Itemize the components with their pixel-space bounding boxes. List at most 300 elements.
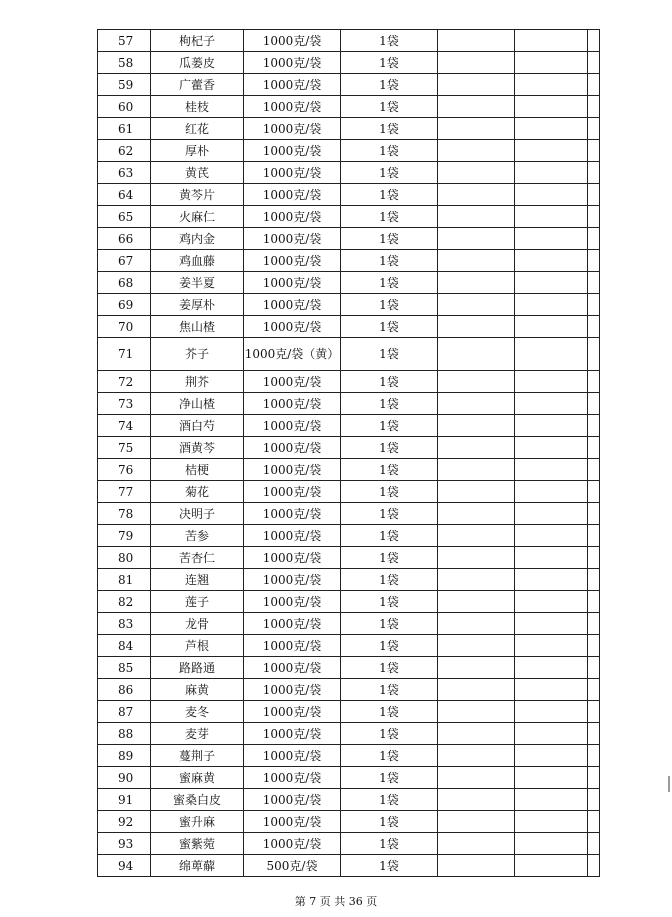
spec-cell: 1000克/袋 (244, 118, 341, 140)
blank-cell (515, 855, 588, 877)
quantity-cell: 1袋 (341, 272, 438, 294)
blank-cell (515, 415, 588, 437)
table-row (98, 767, 600, 789)
spec-cell: 1000克/袋 (244, 250, 341, 272)
spec-cell: 1000克/袋 (244, 525, 341, 547)
herb-name-cell: 酒白芍 (151, 415, 244, 437)
herb-name-cell: 鸡血藤 (151, 250, 244, 272)
quantity-cell: 1袋 (341, 294, 438, 316)
row-number-cell: 69 (98, 294, 151, 316)
blank-cell (588, 338, 600, 371)
quantity-cell: 1袋 (341, 811, 438, 833)
row-number-cell: 57 (98, 30, 151, 52)
herb-name-cell: 厚朴 (151, 140, 244, 162)
blank-cell (588, 437, 600, 459)
blank-cell (588, 316, 600, 338)
blank-cell (438, 745, 515, 767)
table-row (98, 162, 600, 184)
spec-cell: 1000克/袋 (244, 679, 341, 701)
herb-name-cell: 菊花 (151, 481, 244, 503)
blank-cell (438, 833, 515, 855)
herb-name-cell: 姜半夏 (151, 272, 244, 294)
herb-name-cell: 桔梗 (151, 459, 244, 481)
row-number-cell: 71 (98, 338, 151, 371)
blank-cell (438, 52, 515, 74)
herb-name-cell: 桂枝 (151, 96, 244, 118)
row-number-cell: 90 (98, 767, 151, 789)
table-row (98, 723, 600, 745)
blank-cell (588, 723, 600, 745)
blank-cell (438, 547, 515, 569)
blank-cell (515, 811, 588, 833)
table-row (98, 635, 600, 657)
table-row (98, 789, 600, 811)
blank-cell (588, 272, 600, 294)
blank-cell (515, 701, 588, 723)
spec-cell: 1000克/袋 (244, 437, 341, 459)
blank-cell (588, 789, 600, 811)
blank-cell (588, 745, 600, 767)
herb-name-cell: 路路通 (151, 657, 244, 679)
quantity-cell: 1袋 (341, 525, 438, 547)
table-row (98, 503, 600, 525)
herb-table-body (98, 30, 600, 877)
herb-name-cell: 绵萆薢 (151, 855, 244, 877)
spec-cell: 1000克/袋 (244, 569, 341, 591)
blank-cell (515, 547, 588, 569)
table-row (98, 30, 600, 52)
quantity-cell: 1袋 (341, 206, 438, 228)
blank-cell (588, 294, 600, 316)
table-row (98, 547, 600, 569)
herb-name-cell: 蔓荆子 (151, 745, 244, 767)
herb-name-cell: 姜厚朴 (151, 294, 244, 316)
blank-cell (438, 459, 515, 481)
scan-edge-mark (668, 776, 670, 792)
table-row (98, 679, 600, 701)
blank-cell (515, 459, 588, 481)
blank-cell (588, 30, 600, 52)
row-number-cell: 86 (98, 679, 151, 701)
table-row (98, 338, 600, 371)
blank-cell (515, 679, 588, 701)
blank-cell (438, 316, 515, 338)
spec-cell: 1000克/袋 (244, 459, 341, 481)
spec-cell: 1000克/袋 (244, 481, 341, 503)
blank-cell (515, 250, 588, 272)
row-number-cell: 68 (98, 272, 151, 294)
blank-cell (438, 74, 515, 96)
row-number-cell: 63 (98, 162, 151, 184)
row-number-cell: 65 (98, 206, 151, 228)
row-number-cell: 58 (98, 52, 151, 74)
herb-name-cell: 龙骨 (151, 613, 244, 635)
quantity-cell: 1袋 (341, 855, 438, 877)
blank-cell (515, 503, 588, 525)
blank-cell (588, 701, 600, 723)
table-row (98, 415, 600, 437)
table-row (98, 228, 600, 250)
spec-cell: 1000克/袋 (244, 228, 341, 250)
quantity-cell: 1袋 (341, 415, 438, 437)
blank-cell (588, 525, 600, 547)
row-number-cell: 76 (98, 459, 151, 481)
spec-cell: 1000克/袋 (244, 547, 341, 569)
herb-name-cell: 瓜蒌皮 (151, 52, 244, 74)
blank-cell (588, 415, 600, 437)
blank-cell (438, 569, 515, 591)
blank-cell (515, 184, 588, 206)
blank-cell (438, 338, 515, 371)
spec-cell: 1000克/袋 (244, 371, 341, 393)
spec-cell: 1000克/袋 (244, 74, 341, 96)
blank-cell (588, 855, 600, 877)
row-number-cell: 81 (98, 569, 151, 591)
spec-cell: 1000克/袋 (244, 723, 341, 745)
blank-cell (515, 525, 588, 547)
blank-cell (588, 459, 600, 481)
row-number-cell: 67 (98, 250, 151, 272)
spec-cell: 1000克/袋 (244, 833, 341, 855)
table-row (98, 96, 600, 118)
row-number-cell: 66 (98, 228, 151, 250)
spec-cell: 1000克/袋 (244, 657, 341, 679)
blank-cell (438, 789, 515, 811)
blank-cell (438, 503, 515, 525)
quantity-cell: 1袋 (341, 52, 438, 74)
table-row (98, 701, 600, 723)
blank-cell (438, 767, 515, 789)
row-number-cell: 64 (98, 184, 151, 206)
spec-cell: 1000克/袋 (244, 294, 341, 316)
table-row (98, 745, 600, 767)
row-number-cell: 84 (98, 635, 151, 657)
row-number-cell: 94 (98, 855, 151, 877)
blank-cell (515, 789, 588, 811)
row-number-cell: 79 (98, 525, 151, 547)
blank-cell (515, 371, 588, 393)
table-row (98, 525, 600, 547)
quantity-cell: 1袋 (341, 393, 438, 415)
blank-cell (438, 294, 515, 316)
blank-cell (588, 140, 600, 162)
quantity-cell: 1袋 (341, 30, 438, 52)
blank-cell (438, 206, 515, 228)
spec-cell: 1000克/袋 (244, 503, 341, 525)
herb-name-cell: 广藿香 (151, 74, 244, 96)
blank-cell (515, 294, 588, 316)
blank-cell (588, 250, 600, 272)
table-row (98, 52, 600, 74)
row-number-cell: 61 (98, 118, 151, 140)
table-row (98, 855, 600, 877)
table-row (98, 206, 600, 228)
quantity-cell: 1袋 (341, 745, 438, 767)
row-number-cell: 92 (98, 811, 151, 833)
blank-cell (438, 635, 515, 657)
quantity-cell: 1袋 (341, 316, 438, 338)
blank-cell (515, 140, 588, 162)
herb-name-cell: 芦根 (151, 635, 244, 657)
blank-cell (438, 701, 515, 723)
blank-cell (438, 30, 515, 52)
herb-name-cell: 净山楂 (151, 393, 244, 415)
row-number-cell: 72 (98, 371, 151, 393)
herb-name-cell: 芥子 (151, 338, 244, 371)
spec-cell: 1000克/袋 (244, 745, 341, 767)
blank-cell (515, 723, 588, 745)
quantity-cell: 1袋 (341, 437, 438, 459)
quantity-cell: 1袋 (341, 228, 438, 250)
blank-cell (438, 272, 515, 294)
table-row (98, 657, 600, 679)
blank-cell (515, 657, 588, 679)
table-row (98, 393, 600, 415)
spec-cell: 1000克/袋 (244, 162, 341, 184)
page-number: 第 7 页 共 36 页 (294, 895, 378, 908)
herb-name-cell: 蜜升麻 (151, 811, 244, 833)
spec-cell: 1000克/袋 (244, 206, 341, 228)
quantity-cell: 1袋 (341, 767, 438, 789)
herb-name-cell: 酒黄芩 (151, 437, 244, 459)
blank-cell (438, 657, 515, 679)
herb-name-cell: 火麻仁 (151, 206, 244, 228)
blank-cell (515, 745, 588, 767)
blank-cell (588, 591, 600, 613)
blank-cell (438, 525, 515, 547)
blank-cell (515, 481, 588, 503)
herb-name-cell: 焦山楂 (151, 316, 244, 338)
spec-cell: 1000克/袋 (244, 30, 341, 52)
blank-cell (438, 723, 515, 745)
spec-cell: 1000克/袋 (244, 591, 341, 613)
table-row (98, 459, 600, 481)
row-number-cell: 78 (98, 503, 151, 525)
quantity-cell: 1袋 (341, 657, 438, 679)
row-number-cell: 73 (98, 393, 151, 415)
herb-name-cell: 鸡内金 (151, 228, 244, 250)
table-row (98, 437, 600, 459)
spec-cell: 1000克/袋 (244, 316, 341, 338)
quantity-cell: 1袋 (341, 723, 438, 745)
row-number-cell: 88 (98, 723, 151, 745)
blank-cell (515, 393, 588, 415)
blank-cell (438, 679, 515, 701)
blank-cell (588, 767, 600, 789)
spec-cell: 1000克/袋 (244, 52, 341, 74)
table-row (98, 591, 600, 613)
herb-name-cell: 苦参 (151, 525, 244, 547)
blank-cell (438, 613, 515, 635)
blank-cell (588, 679, 600, 701)
blank-cell (438, 393, 515, 415)
blank-cell (588, 228, 600, 250)
table-row (98, 272, 600, 294)
blank-cell (588, 503, 600, 525)
blank-cell (515, 767, 588, 789)
spec-cell: 1000克/袋 (244, 811, 341, 833)
table-row (98, 833, 600, 855)
blank-cell (438, 437, 515, 459)
blank-cell (515, 96, 588, 118)
herb-name-cell: 红花 (151, 118, 244, 140)
blank-cell (515, 635, 588, 657)
herb-name-cell: 荆芥 (151, 371, 244, 393)
herb-table (97, 29, 600, 877)
blank-cell (515, 338, 588, 371)
row-number-cell: 82 (98, 591, 151, 613)
blank-cell (438, 811, 515, 833)
blank-cell (588, 657, 600, 679)
quantity-cell: 1袋 (341, 701, 438, 723)
blank-cell (515, 228, 588, 250)
herb-name-cell: 决明子 (151, 503, 244, 525)
blank-cell (515, 30, 588, 52)
blank-cell (515, 316, 588, 338)
quantity-cell: 1袋 (341, 162, 438, 184)
quantity-cell: 1袋 (341, 635, 438, 657)
herb-name-cell: 蜜紫菀 (151, 833, 244, 855)
quantity-cell: 1袋 (341, 96, 438, 118)
blank-cell (515, 74, 588, 96)
quantity-cell: 1袋 (341, 118, 438, 140)
row-number-cell: 93 (98, 833, 151, 855)
blank-cell (515, 613, 588, 635)
herb-name-cell: 黄芩片 (151, 184, 244, 206)
table-row (98, 316, 600, 338)
quantity-cell: 1袋 (341, 459, 438, 481)
quantity-cell: 1袋 (341, 371, 438, 393)
spec-cell: 1000克/袋 (244, 184, 341, 206)
quantity-cell: 1袋 (341, 547, 438, 569)
blank-cell (515, 118, 588, 140)
spec-cell: 1000克/袋 (244, 789, 341, 811)
blank-cell (588, 52, 600, 74)
quantity-cell: 1袋 (341, 250, 438, 272)
herb-name-cell: 苦杏仁 (151, 547, 244, 569)
row-number-cell: 77 (98, 481, 151, 503)
quantity-cell: 1袋 (341, 613, 438, 635)
blank-cell (588, 569, 600, 591)
herb-name-cell: 莲子 (151, 591, 244, 613)
herb-name-cell: 麻黄 (151, 679, 244, 701)
row-number-cell: 62 (98, 140, 151, 162)
row-number-cell: 70 (98, 316, 151, 338)
quantity-cell: 1袋 (341, 140, 438, 162)
row-number-cell: 60 (98, 96, 151, 118)
spec-cell: 1000克/袋 (244, 96, 341, 118)
blank-cell (588, 118, 600, 140)
table-row (98, 569, 600, 591)
table-row (98, 250, 600, 272)
spec-cell: 1000克/袋 (244, 140, 341, 162)
blank-cell (515, 591, 588, 613)
blank-cell (588, 481, 600, 503)
blank-cell (438, 481, 515, 503)
herb-name-cell: 黄芪 (151, 162, 244, 184)
blank-cell (438, 250, 515, 272)
blank-cell (588, 393, 600, 415)
herb-name-cell: 枸杞子 (151, 30, 244, 52)
herb-name-cell: 蜜桑白皮 (151, 789, 244, 811)
table-row (98, 294, 600, 316)
blank-cell (588, 833, 600, 855)
blank-cell (438, 591, 515, 613)
table-row (98, 371, 600, 393)
quantity-cell: 1袋 (341, 184, 438, 206)
blank-cell (438, 140, 515, 162)
spec-cell: 1000克/袋 (244, 272, 341, 294)
table-row (98, 613, 600, 635)
spec-cell: 1000克/袋 (244, 393, 341, 415)
quantity-cell: 1袋 (341, 789, 438, 811)
blank-cell (588, 206, 600, 228)
row-number-cell: 75 (98, 437, 151, 459)
blank-cell (438, 184, 515, 206)
table-row (98, 481, 600, 503)
quantity-cell: 1袋 (341, 481, 438, 503)
herb-name-cell: 蜜麻黄 (151, 767, 244, 789)
blank-cell (515, 437, 588, 459)
table-row (98, 811, 600, 833)
table-row (98, 118, 600, 140)
spec-cell: 1000克/袋（黄） (244, 338, 341, 371)
blank-cell (588, 371, 600, 393)
spec-cell: 500克/袋 (244, 855, 341, 877)
quantity-cell: 1袋 (341, 591, 438, 613)
blank-cell (515, 52, 588, 74)
quantity-cell: 1袋 (341, 503, 438, 525)
table-row (98, 74, 600, 96)
blank-cell (588, 162, 600, 184)
row-number-cell: 83 (98, 613, 151, 635)
quantity-cell: 1袋 (341, 679, 438, 701)
blank-cell (438, 118, 515, 140)
herb-name-cell: 麦芽 (151, 723, 244, 745)
blank-cell (588, 96, 600, 118)
row-number-cell: 59 (98, 74, 151, 96)
blank-cell (588, 613, 600, 635)
blank-cell (438, 96, 515, 118)
spec-cell: 1000克/袋 (244, 767, 341, 789)
blank-cell (438, 228, 515, 250)
spec-cell: 1000克/袋 (244, 415, 341, 437)
quantity-cell: 1袋 (341, 833, 438, 855)
blank-cell (438, 371, 515, 393)
blank-cell (515, 272, 588, 294)
row-number-cell: 91 (98, 789, 151, 811)
quantity-cell: 1袋 (341, 74, 438, 96)
spec-cell: 1000克/袋 (244, 613, 341, 635)
herb-name-cell: 麦冬 (151, 701, 244, 723)
quantity-cell: 1袋 (341, 338, 438, 371)
herb-name-cell: 连翘 (151, 569, 244, 591)
table-row (98, 140, 600, 162)
row-number-cell: 80 (98, 547, 151, 569)
table-row (98, 184, 600, 206)
row-number-cell: 87 (98, 701, 151, 723)
spec-cell: 1000克/袋 (244, 635, 341, 657)
blank-cell (515, 162, 588, 184)
quantity-cell: 1袋 (341, 569, 438, 591)
blank-cell (588, 811, 600, 833)
blank-cell (515, 206, 588, 228)
blank-cell (588, 184, 600, 206)
row-number-cell: 89 (98, 745, 151, 767)
blank-cell (438, 855, 515, 877)
blank-cell (588, 74, 600, 96)
blank-cell (588, 635, 600, 657)
